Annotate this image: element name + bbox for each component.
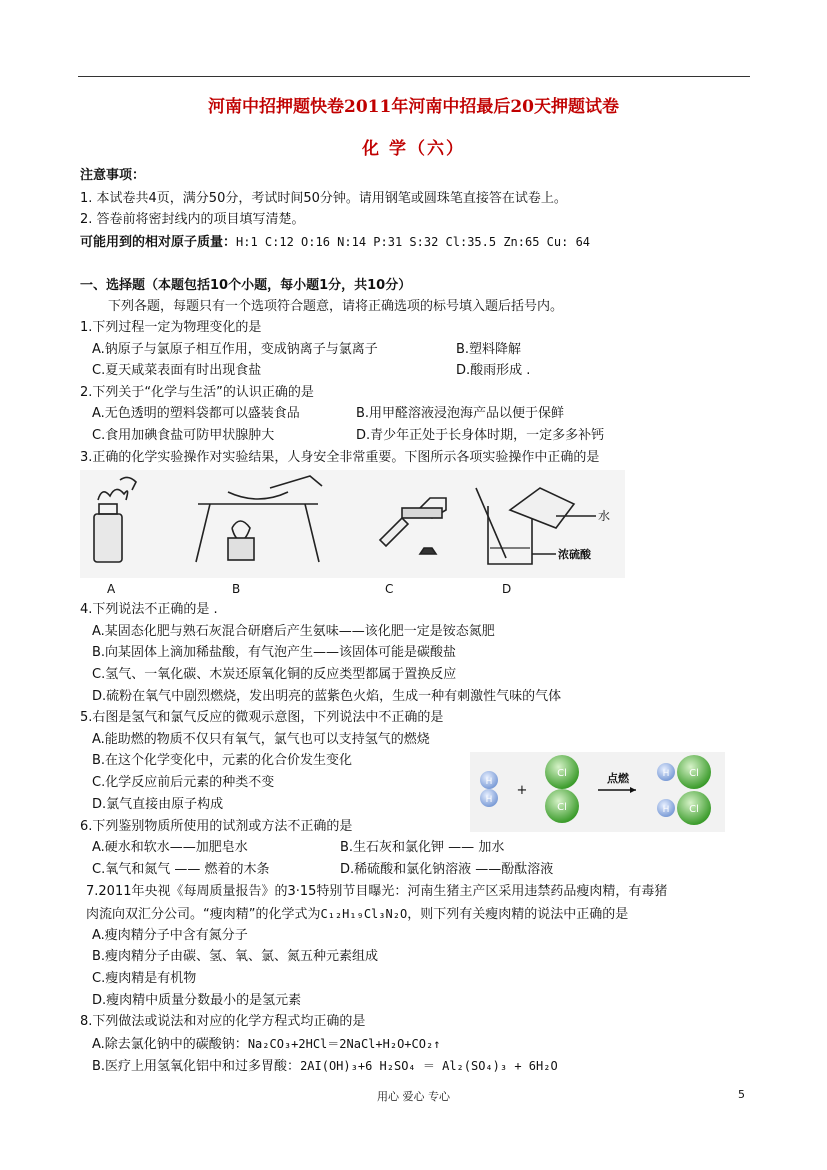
q4-option-a: A.某固态化肥与熟石灰混合研磨后产生氨味——该化肥一定是铵态氮肥 xyxy=(92,624,495,639)
q1-option-a: A.钠原子与氯原子相互作用，变成钠离子与氯离子 xyxy=(92,342,378,357)
figure-label-b: B xyxy=(232,582,241,596)
page-subtitle: 化 学（六） xyxy=(362,139,465,159)
figure-label-d: D xyxy=(502,582,512,596)
q6-stem: 6.下列鉴别物质所使用的试剂或方法不正确的是 xyxy=(80,819,353,834)
q4-stem: 4.下列说法不正确的是 . xyxy=(80,602,218,617)
q6-option-d: D.稀硫酸和氯化钠溶液 ——酚酞溶液 xyxy=(340,862,554,877)
q4-option-c: C.氢气、一氧化碳、木炭还原氧化铜的反应类型都属于置换反应 xyxy=(92,667,457,682)
q2-option-c: C.食用加碘食盐可防甲状腺肿大 xyxy=(92,428,275,443)
q2-option-b: B.用甲醛溶液浸泡海产品以便于保鲜 xyxy=(356,406,565,421)
q2-stem: 2.下列关于“化学与生活”的认识正确的是 xyxy=(80,385,314,400)
svg-text:H: H xyxy=(662,769,670,779)
figure-label-a: A xyxy=(107,582,116,596)
q5-option-d: D.氯气直接由原子构成 xyxy=(92,797,224,812)
q7-option-c: C.瘦肉精是有机物 xyxy=(92,971,197,986)
figure-label-c: C xyxy=(385,582,394,596)
atomic-mass-values: H:1 C:12 O:16 N:14 P:31 S:32 Cl:35.5 Zn:65 Cu: 64 xyxy=(236,235,591,249)
q8-option-a: A.除去氯化钠中的碳酸钠：Na₂CO₃+2HCl＝2NaCl+H₂O+CO₂↑ xyxy=(92,1037,441,1052)
label-water: 水 xyxy=(598,509,611,523)
q5-option-b: B.在这个化学变化中，元素的化合价发生变化 xyxy=(92,753,353,768)
q4-option-d: D.硫粉在氧气中剧烈燃烧，发出明亮的蓝紫色火焰，生成一种有刺激性气味的气体 xyxy=(92,689,562,704)
q7-line-2: 肉流向双汇分公司。“瘦肉精”的化学式为C₁₂H₁₉Cl₃N₂O，则下列有关瘦肉精的说法中正确的是 xyxy=(86,907,629,922)
svg-text:Cl: Cl xyxy=(557,768,567,779)
footer-motto: 用心 爱心 专心 xyxy=(377,1090,450,1103)
plus-sign: + xyxy=(516,783,528,798)
atomic-mass-label: 可能用到的相对原子质量： xyxy=(80,235,237,250)
q8-equation-a: Na₂CO₃+2HCl＝2NaCl+H₂O+CO₂↑ xyxy=(247,1037,441,1051)
q5-reaction-figure xyxy=(470,752,725,832)
q1-stem: 1.下列过程一定为物理变化的是 xyxy=(80,320,262,335)
q7-option-b: B.瘦肉精分子由碳、氢、氧、氯、氮五种元素组成 xyxy=(92,949,379,964)
svg-text:H: H xyxy=(485,777,493,787)
q2-option-d: D.青少年正处于长身体时期，一定多多补钙 xyxy=(356,428,605,443)
q4-option-b: B.向某固体上滴加稀盐酸，有气泡产生——该固体可能是碳酸盐 xyxy=(92,645,457,660)
q6-option-c: C.氧气和氮气 —— 燃着的木条 xyxy=(92,862,270,877)
page-title: 河南中招押题快卷2011年河南中招最后20天押题试卷 xyxy=(208,97,619,117)
section-heading: 一、选择题（本题包括10个小题，每小题1分，共10分） xyxy=(80,278,412,293)
q2-option-a: A.无色透明的塑料袋都可以盛装食品 xyxy=(92,406,300,421)
section-instruction: 下列各题，每题只有一个选项符合题意，请将正确选项的标号填入题后括号内。 xyxy=(108,299,564,314)
q5-stem: 5.右图是氢气和氯气反应的微观示意图，下列说法中不正确的是 xyxy=(80,710,444,725)
q5-option-a: A.能助燃的物质不仅只有氧气，氯气也可以支持氢气的燃烧 xyxy=(92,732,430,747)
svg-text:H: H xyxy=(485,795,493,805)
svg-text:Cl: Cl xyxy=(557,802,567,813)
q1-option-d: D.酸雨形成 . xyxy=(456,363,531,378)
notes-item-2: 2. 答卷前将密封线内的项目填写清楚。 xyxy=(80,212,305,227)
q7-line-1: 7.2011年央视《每周质量报告》的3·15特别节目曝光：河南生猪主产区采用违禁药品瘦肉精，有毒猪 xyxy=(86,884,668,899)
label-conc-acid: 浓硫酸 xyxy=(558,548,591,561)
svg-text:Cl: Cl xyxy=(689,768,699,779)
q8-stem: 8.下列做法或说法和对应的化学方程式均正确的是 xyxy=(80,1014,366,1029)
q3-lab-figure xyxy=(80,470,625,578)
svg-text:H: H xyxy=(662,805,670,815)
q7-option-d: D.瘦肉精中质量分数最小的是氢元素 xyxy=(92,993,302,1008)
q8-option-b: B.医疗上用氢氧化铝中和过多胃酸：2AI(OH)₃+6 H₂SO₄ ＝ Al₂(SO₄)₃ + 6H₂O xyxy=(92,1059,558,1074)
q1-option-c: C.夏天咸菜表面有时出现食盐 xyxy=(92,363,262,378)
figure-background xyxy=(80,470,625,578)
q8-equation-b: 2AI(OH)₃+6 H₂SO₄ ＝ Al₂(SO₄)₃ + 6H₂O xyxy=(300,1059,558,1073)
top-rule xyxy=(78,76,750,77)
q5-option-c: C.化学反应前后元素的种类不变 xyxy=(92,775,275,790)
notes-heading: 注意事项： xyxy=(80,168,146,183)
reaction-condition: 点燃 xyxy=(607,772,629,785)
page-number: 5 xyxy=(738,1088,745,1101)
atomic-mass-line xyxy=(80,234,590,251)
q6-option-b: B.生石灰和氯化钾 —— 加水 xyxy=(340,840,505,855)
svg-text:Cl: Cl xyxy=(689,804,699,815)
q6-option-a: A.硬水和软水——加肥皂水 xyxy=(92,840,248,855)
q7-formula: C₁₂H₁₉Cl₃N₂O xyxy=(320,907,408,921)
notes-item-1: 1. 本试卷共4页，满分50分，考试时间50分钟。请用钢笔或圆珠笔直接答在试卷上。 xyxy=(80,191,567,206)
q7-option-a: A.瘦肉精分子中含有氮分子 xyxy=(92,928,248,943)
q1-option-b: B.塑料降解 xyxy=(456,342,522,357)
q3-stem: 3.正确的化学实验操作对实验结果，人身安全非常重要。下图所示各项实验操作中正确的是 xyxy=(80,450,600,465)
